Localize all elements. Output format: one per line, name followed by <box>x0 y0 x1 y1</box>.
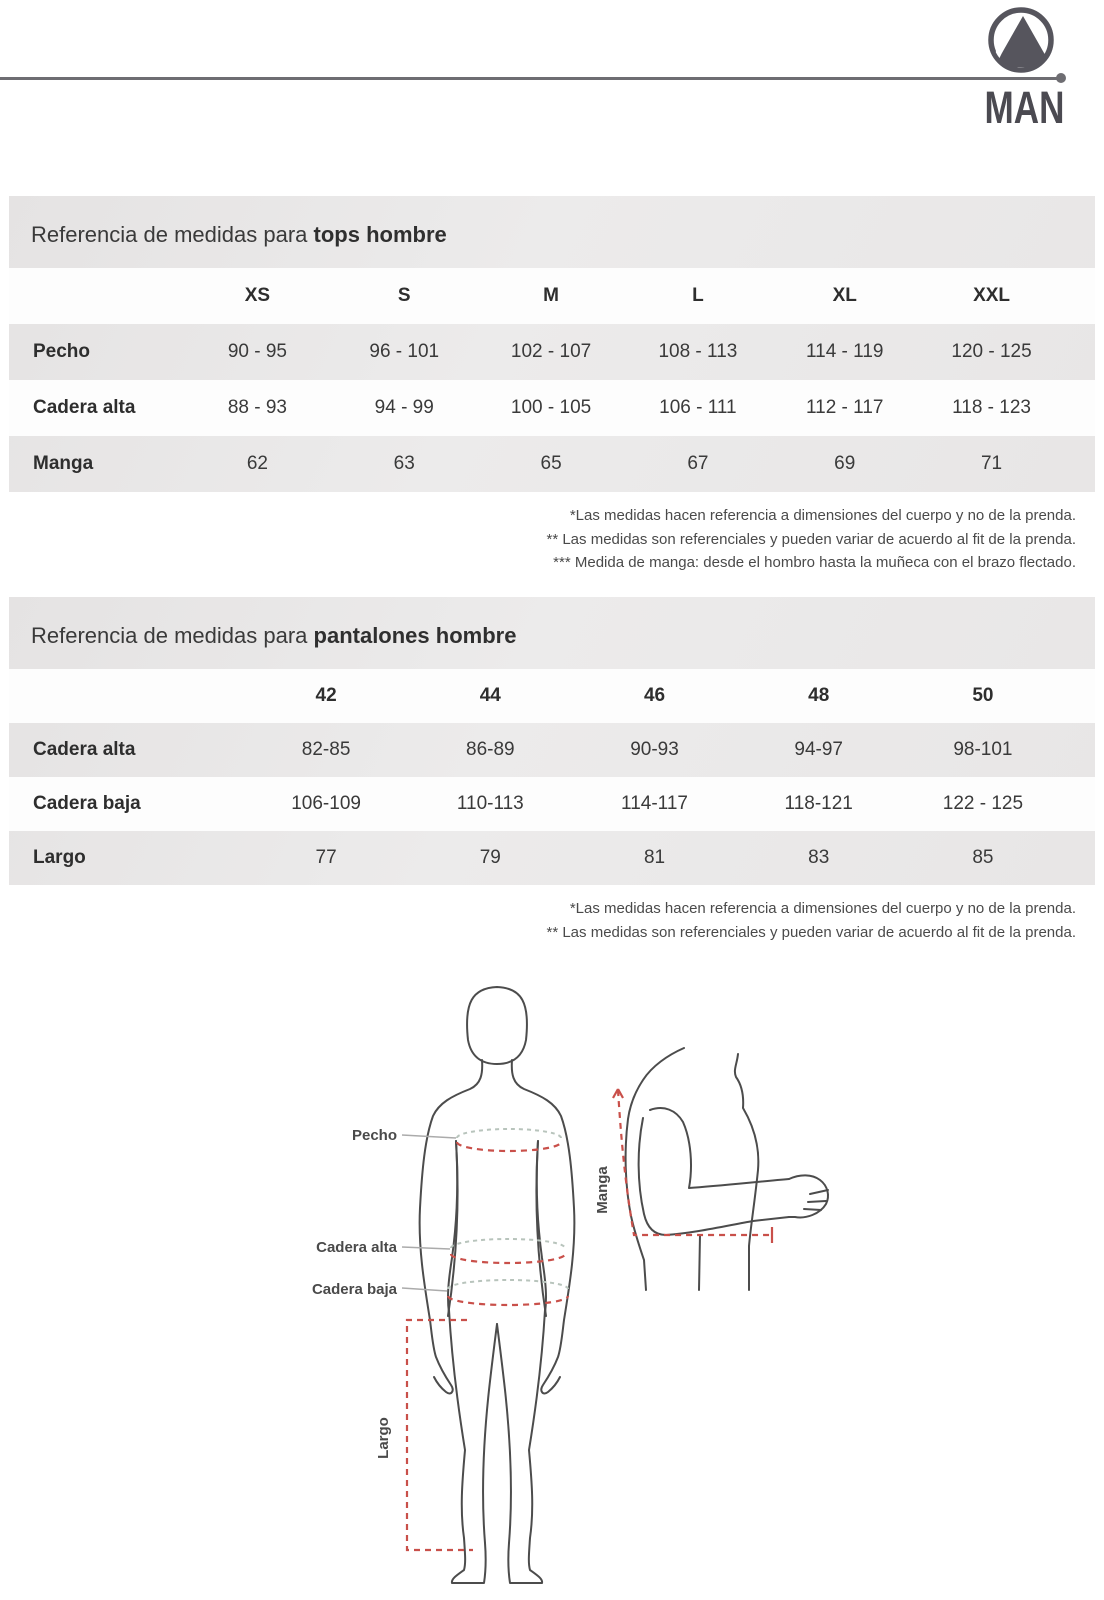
table-row <box>9 831 1095 885</box>
table-cell: 114 - 119 <box>805 341 884 362</box>
tops-col-l: L <box>692 285 704 306</box>
footnote: *** Medida de manga: desde el hombro hasta la muñeca con el brazo flectado. <box>553 554 1076 572</box>
brand-logo <box>986 5 1056 80</box>
pants-size-panel <box>9 597 1095 885</box>
table-cell: 118-121 <box>784 793 853 815</box>
table-row <box>9 436 1095 492</box>
row-label: Cadera baja <box>33 793 141 815</box>
row-label: Pecho <box>33 341 91 362</box>
measure-arcs-back <box>448 1129 568 1289</box>
table-cell: 98-101 <box>953 739 1013 761</box>
table-row <box>9 723 1095 777</box>
pants-table-title <box>9 597 1095 669</box>
row-label: Cadera alta <box>33 739 136 761</box>
sleeve-measure-line <box>618 1090 772 1235</box>
side-figure-outline <box>626 1048 828 1290</box>
table-cell: 102 - 107 <box>510 341 592 362</box>
table-cell: 90 - 95 <box>227 341 287 362</box>
table-cell: 81 <box>643 847 666 869</box>
pants-footnotes <box>0 897 1076 944</box>
table-cell: 106-109 <box>291 793 361 815</box>
tops-title-bold: tops hombre <box>313 222 447 247</box>
table-cell: 108 - 113 <box>658 341 738 362</box>
table-cell: 118 - 123 <box>952 397 1031 418</box>
tops-col-xxl: XXL <box>973 285 1011 306</box>
chest-measure-line <box>457 1142 561 1151</box>
table-cell: 90-93 <box>630 739 679 761</box>
table-cell: 112 - 117 <box>805 397 884 418</box>
tops-table-title <box>9 196 1095 268</box>
footnote: ** Las medidas son referenciales y pueden variar de acuerdo al fit de la prenda. <box>546 530 1076 548</box>
table-cell: 82-85 <box>301 739 351 761</box>
low-hip-label: Cadera baja <box>311 1281 397 1299</box>
table-cell: 122 - 125 <box>942 793 1024 815</box>
pants-title-bold: pantalones hombre <box>313 623 517 649</box>
table-cell: 110-113 <box>456 793 524 815</box>
footnote: *Las medidas hacen referencia a dimensiones del cuerpo y no de la prenda. <box>569 900 1076 918</box>
table-cell: 69 <box>834 453 856 474</box>
tops-col-s: S <box>397 285 411 306</box>
table-cell: 88 - 93 <box>227 397 287 418</box>
table-cell: 71 <box>980 453 1003 474</box>
table-row <box>9 777 1095 831</box>
table-cell: 62 <box>246 453 268 474</box>
chest-label: Pecho <box>351 1127 397 1145</box>
table-cell: 83 <box>808 847 830 869</box>
tops-col-m: M <box>543 285 559 306</box>
pants-table <box>9 669 1095 885</box>
footnote: ** Las medidas son referenciales y pueden variar de acuerdo al fit de la prenda. <box>546 923 1076 941</box>
tops-col-xs: XS <box>244 285 271 306</box>
page-header <box>0 0 1104 160</box>
low-hip-measure-line <box>448 1296 568 1305</box>
table-cell: 106 - 111 <box>659 397 737 418</box>
table-cell: 94-97 <box>794 739 844 761</box>
body-measurement-diagram <box>0 958 1104 1594</box>
brand-name: MAN <box>984 82 1064 133</box>
sleeve-label: Manga <box>594 1166 611 1215</box>
front-figure-outline <box>420 987 575 1583</box>
table-row <box>9 380 1095 436</box>
table-cell: 65 <box>540 453 562 474</box>
tops-footnotes <box>0 504 1076 575</box>
table-cell: 77 <box>315 847 337 869</box>
tops-title-prefix: Referencia de medidas para <box>31 222 308 247</box>
tops-header-row <box>9 268 1095 324</box>
pants-col-42: 42 <box>315 685 337 707</box>
footnote: *Las medidas hacen referencia a dimensiones del cuerpo y no de la prenda. <box>569 507 1076 524</box>
header-rule <box>0 77 1060 80</box>
length-label: Largo <box>375 1417 392 1460</box>
table-cell: 63 <box>393 453 415 474</box>
high-hip-measure-line <box>451 1254 565 1263</box>
table-cell: 100 - 105 <box>510 397 592 418</box>
mountain-circle-icon <box>986 5 1056 75</box>
row-label: Manga <box>33 453 94 474</box>
pants-col-46: 46 <box>643 685 666 707</box>
tops-size-panel <box>9 196 1095 492</box>
tops-col-xl: XL <box>832 285 857 306</box>
table-cell: 86-89 <box>466 739 515 761</box>
table-cell: 96 - 101 <box>369 341 440 362</box>
table-cell: 114-117 <box>621 793 688 815</box>
pants-col-48: 48 <box>808 685 830 707</box>
label-leader-lines <box>402 1135 456 1291</box>
table-cell: 94 - 99 <box>374 397 434 418</box>
measure-line-caps <box>613 1089 772 1243</box>
table-cell: 67 <box>687 453 709 474</box>
table-cell: 79 <box>479 847 501 869</box>
pants-col-50: 50 <box>972 685 994 707</box>
row-label: Cadera alta <box>33 397 136 418</box>
high-hip-label: Cadera alta <box>316 1239 397 1257</box>
tops-table <box>9 268 1095 492</box>
row-label: Largo <box>33 847 86 869</box>
table-row <box>9 324 1095 380</box>
table-cell: 120 - 125 <box>951 341 1032 362</box>
pants-col-44: 44 <box>479 685 501 707</box>
pants-header-row <box>9 669 1095 723</box>
pants-title-prefix: Referencia de medidas para <box>31 623 308 649</box>
table-cell: 85 <box>972 847 994 869</box>
